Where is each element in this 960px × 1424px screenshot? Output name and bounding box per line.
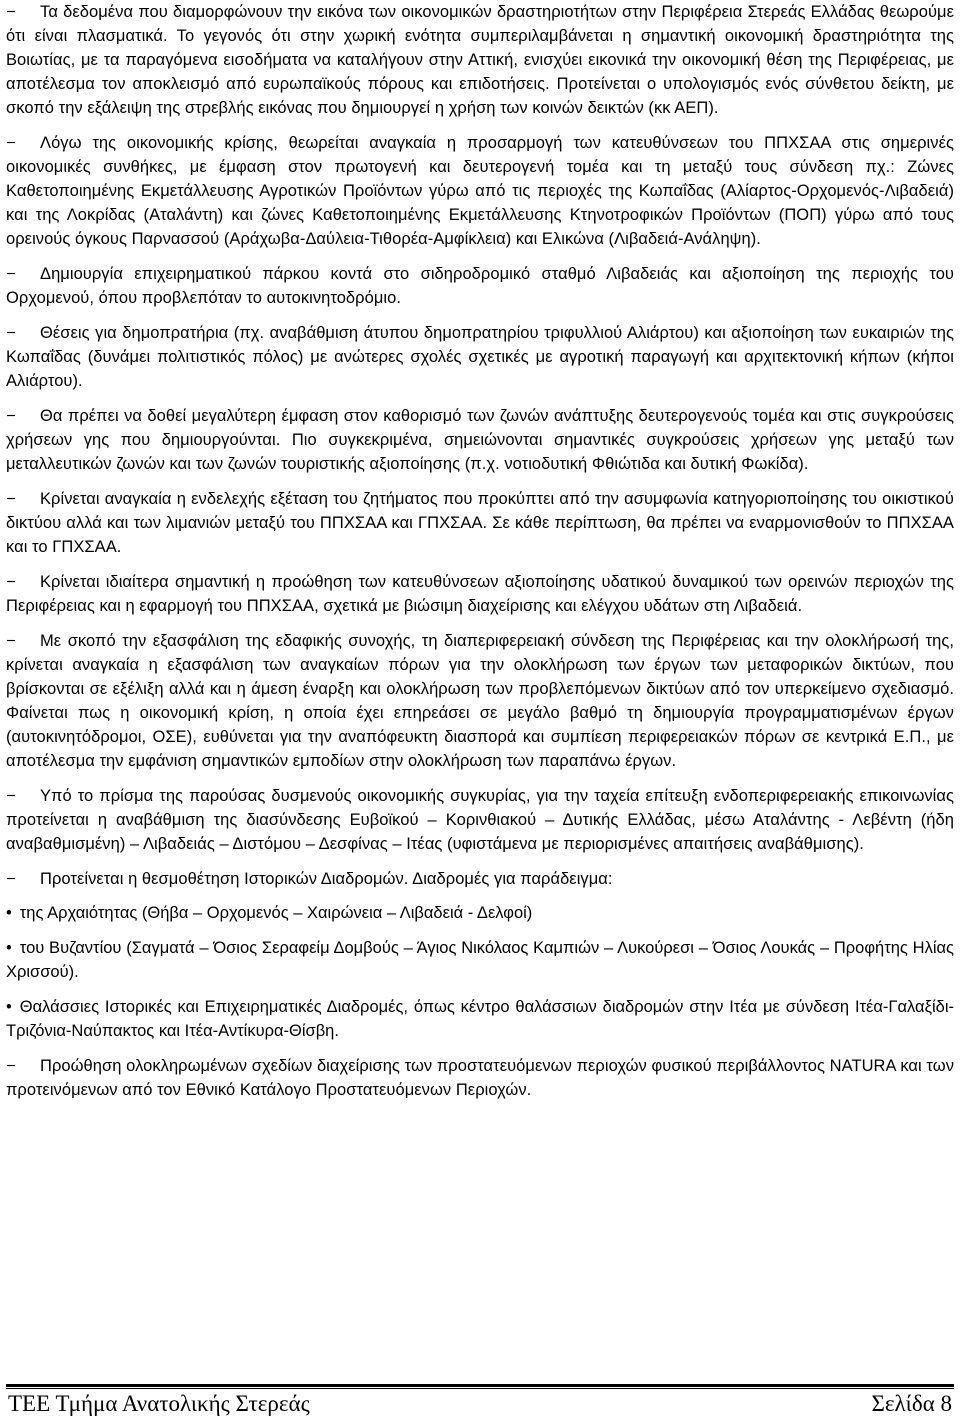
paragraph-economic-crisis (6, 131, 954, 251)
dash-marker: − (6, 787, 16, 805)
bullet-item-byzantium (6, 936, 954, 984)
dash-marker: − (6, 870, 16, 888)
footer-row (6, 1389, 954, 1419)
paragraph-natura (6, 1054, 954, 1102)
dash-marker: − (6, 490, 16, 508)
dash-marker: − (6, 324, 16, 342)
dash-marker: − (6, 134, 16, 152)
paragraph-text: Θέσεις για δημοπρατήρια (πχ. αναβάθμιση άτυπου δημοπρατηρίου τριφυλλιού Αλιάρτου) και αξιοποίηση των ευκαιριών της Κωπαΐδας (δυνάμει πολιτιστικός πόλος) με ανώτερες σχολές σχετικές με αγροτική παραγωγή και αρχιτεκτονική κήπων (κήποι Αλιάρτου). (6, 324, 954, 390)
footer-organization: ΤΕΕ Τμήμα Ανατολικής Στερεάς (8, 1391, 310, 1416)
dash-marker: − (6, 573, 16, 591)
paragraph-intraregional-links (6, 784, 954, 856)
paragraph-land-use-conflicts (6, 404, 954, 476)
paragraph-text: Λόγω της οικονομικής κρίσης, θεωρείται αναγκαία η προσαρμογή των κατευθύνσεων του ΠΠΧΣΑΑ στις σημερινές οικονομικές συνθήκες, με έμφαση στον πρωτογενή και δευτερογενή τομέα και τη μεταξύ τους σύνδεση πχ.: Ζώνες Καθετοποιημένης Εκμετάλλευσης Αγροτικών Προϊόντων γύρω από τις περιοχές της Κωπαΐδας (Αλίαρτος-Ορχομενός-Λιβαδειά) και της Λοκρίδας (Αταλάντη) και ζώνες Καθετοποιημένης Εκμετάλλευσης Κτηνοτροφικών Προϊόντων (ΠΟΠ) γύρω από τους ορεινούς όγκους Παρνασσού (Αράχωβα-Δαύλεια-Τιθορέα-Αμφίκλεια) και Ελικώνα (Λιβαδειά-Ανάληψη). (6, 134, 954, 248)
paragraph-auction-houses (6, 321, 954, 393)
footer-divider-thick (6, 1384, 954, 1387)
paragraph-business-park (6, 262, 954, 310)
dash-marker: − (6, 3, 16, 21)
document-body (6, 0, 954, 1113)
bullet-icon: • (6, 939, 12, 957)
bullet-item-antiquity (6, 901, 954, 925)
dash-marker: − (6, 1057, 16, 1075)
paragraph-text: Θα πρέπει να δοθεί μεγαλύτερη έμφαση στον καθορισμό των ζωνών ανάπτυξης δευτερογενούς τομέα και στις συγκρούσεις χρήσεων γης που δημιουργούνται. Πιο συγκεκριμένα, σημειώνονται σημαντικές συγκρούσεις χρήσεων γης μεταξύ των μεταλλευτικών ζωνών και των ζωνών τουριστικής αξιοποίησης (π.χ. νοτιοδυτική Φθιώτιδα και δυτική Φωκίδα). (6, 407, 954, 473)
paragraph-water-resources (6, 570, 954, 618)
bullet-item-maritime (6, 995, 954, 1043)
bullet-icon: • (6, 904, 12, 922)
page-footer (6, 1384, 954, 1424)
paragraph-text: Υπό το πρίσμα της παρούσας δυσμενούς οικονομικής συγκυρίας, για την ταχεία επίτευξη ενδοπεριφερειακής επικοινωνίας προτείνεται η αναβάθμιση της διασύνδεσης Ευβοϊκού – Κορινθιακού – Δυτικής Ελλάδας, μέσω Αταλάντης - Λεβέντη (ήδη αναβαθμισμένη) – Λιβαδειάς – Διστόμου – Δεσφίνας – Ιτέας (υφιστάμενα με περιορισμένες απαιτήσεις αναβάθμισης). (6, 787, 954, 853)
paragraph-text: Με σκοπό την εξασφάλιση της εδαφικής συνοχής, τη διαπεριφερειακή σύνδεση της Περιφέρειας και την ολοκλήρωσή της, κρίνεται αναγκαία η εξασφάλιση των αναγκαίων πόρων για την ολοκλήρωση των έργων των μεταφορικών δικτύων, που βρίσκονται σε εξέλιξη αλλά και η άμεση έναρξη και ολοκλήρωση των προβλεπόμενων δικτύων από τον υπερκείμενο σχεδιασμό. Φαίνεται πως η οικονομική κρίση, η οποία έχει επηρεάσει σε μεγάλο βαθμό τη δημιουργία προγραμματισμένων έργων (αυτοκινητόδρομοι, ΟΣΕ), ευθύνεται για την αναπόφευκτη διασπορά και συμπίεση περιφερειακών πόρων σε κεντρικά Ε.Π., με αποτέλεσμα την εμφάνιση σημαντικών εμποδίων στην ολοκλήρωση των παραπάνω έργων. (6, 632, 954, 770)
paragraph-economic-data (6, 0, 954, 120)
paragraph-text: Κρίνεται αναγκαία η ενδελεχής εξέταση του ζητήματος που προκύπτει από την ασυμφωνία κατηγοριοποίησης του οικιστικού δικτύου αλλά και των λιμανιών μεταξύ του ΠΠΧΣΑΑ και ΓΠΧΣΑΑ. Σε κάθε περίπτωση, θα πρέπει να εναρμονισθούν το ΠΠΧΣΑΑ και το ΓΠΧΣΑΑ. (6, 490, 954, 556)
footer-page-number: Σελίδα 8 (871, 1391, 952, 1416)
paragraph-text: Δημιουργία επιχειρηματικού πάρκου κοντά στο σιδηροδρομικό σταθμό Λιβαδειάς και αξιοποίηση της περιοχής του Ορχομενού, όπου προβλεπόταν το αυτοκινητοδρόμιο. (6, 265, 954, 307)
paragraph-settlement-network (6, 487, 954, 559)
bullet-text: του Βυζαντίου (Σαγματά – Όσιος Σεραφείμ Δομβούς – Άγιος Νικόλαος Καμπιών – Λυκούρεσι – Όσιος Λουκάς – Προφήτης Ηλίας Χρισσού). (6, 939, 954, 981)
dash-marker: − (6, 265, 16, 283)
bullet-icon: • (6, 998, 12, 1016)
paragraph-text: Τα δεδομένα που διαμορφώνουν την εικόνα των οικονομικών δραστηριοτήτων στην Περιφέρεια Στερεάς Ελλάδας θεωρούμε ότι είναι πλασματικά. Το γεγονός ότι στην χωρική ενότητα συμπεριλαμβάνεται η σημαντική οικονομική δραστηριότητα της Βοιωτίας, με τα παραγόμενα εισοδήματα να καταλήγουν στην Αττική, ενισχύει εικονικά την οικονομική θέση της Περιφέρειας, με αποτέλεσμα τον αποκλεισμό από ευρωπαϊκούς πόρους και επιδοτήσεις. Προτείνεται ο υπολογισμός ενός σύνθετου δείκτη, με σκοπό την εξάλειψη της στρεβλής εικόνας που δημιουργεί η χρήση των κοινών δεικτών (κκ ΑΕΠ). (6, 3, 954, 117)
paragraph-territorial-cohesion (6, 629, 954, 773)
dash-marker: − (6, 407, 16, 425)
dash-marker: − (6, 632, 16, 650)
paragraph-historic-routes (6, 867, 954, 891)
bullet-text: Θαλάσσιες Ιστορικές και Επιχειρηματικές Διαδρομές, όπως κέντρο θαλάσσιων διαδρομών στην Ιτέα με σύνδεση Ιτέα-Γαλαξίδι-Τριζόνια-Ναύπακτος και Ιτέα-Αντίκυρα-Θίσβη. (6, 998, 954, 1040)
paragraph-text: Κρίνεται ιδιαίτερα σημαντική η προώθηση των κατευθύνσεων αξιοποίησης υδατικού δυναμικού των ορεινών περιοχών της Περιφέρειας και η εφαρμογή του ΠΠΧΣΑΑ, σχετικά με βιώσιμη διαχείρισης και ελέγχου υδάτων στη Λιβαδειά. (6, 573, 954, 615)
bullet-text: της Αρχαιότητας (Θήβα – Ορχομενός – Χαιρώνεια – Λιβαδειά - Δελφοί) (19, 904, 533, 922)
paragraph-text: Προτείνεται η θεσμοθέτηση Ιστορικών Διαδρομών. Διαδρομές για παράδειγμα: (40, 870, 613, 888)
paragraph-text: Προώθηση ολοκληρωμένων σχεδίων διαχείρισης των προστατευόμενων περιοχών φυσικού περιβάλλοντος NATURA και των προτεινόμενων από τον Εθνικό Κατάλογο Προστατευόμενων Περιοχών. (6, 1057, 954, 1099)
